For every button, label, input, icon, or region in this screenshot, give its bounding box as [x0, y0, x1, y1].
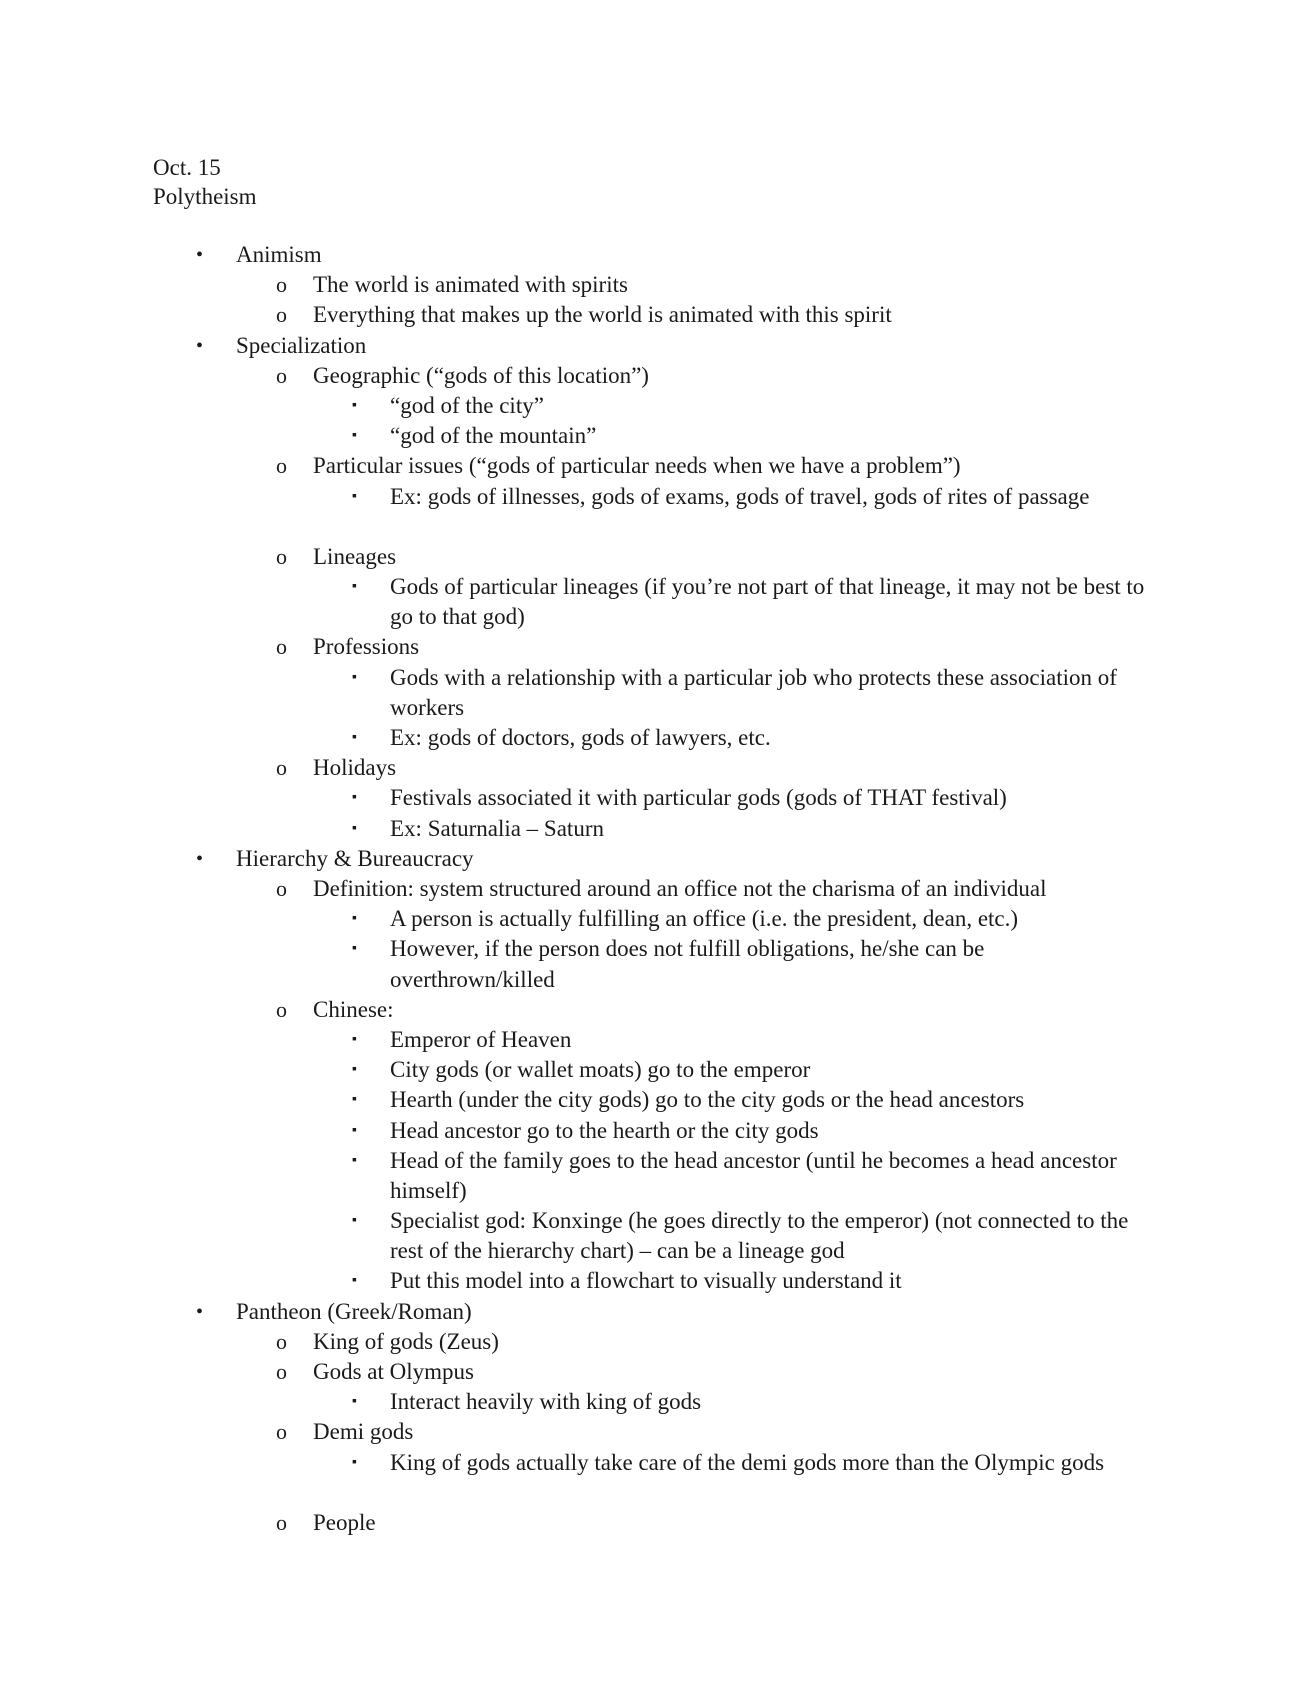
square-marker: ▪ — [352, 1122, 357, 1138]
outline-item — [0, 240, 1306, 270]
outline-text: Specialization — [236, 332, 367, 358]
circle-marker: o — [276, 272, 287, 298]
outline-text: Head of the family goes to the head ancestor (until he becomes a head ancestor himself) — [390, 1147, 1117, 1203]
note-date: Oct. 15 — [153, 155, 221, 180]
square-marker: ▪ — [352, 1454, 357, 1470]
outline-text: Festivals associated it with particular gods (gods of THAT festival) — [390, 785, 1007, 811]
outline-subsubitem — [0, 1085, 1306, 1115]
circle-marker: o — [276, 302, 287, 328]
bullet-marker: • — [196, 334, 204, 357]
bullet-marker: • — [196, 244, 204, 266]
outline-text: “god of the mountain” — [390, 423, 597, 449]
square-marker: ▪ — [352, 730, 357, 746]
square-marker: ▪ — [352, 1273, 357, 1289]
outline-text: Geographic (“gods of this location”) — [313, 362, 649, 388]
outline-text: Hierarchy & Bureaucracy — [236, 845, 474, 871]
outline-text: Lineages — [313, 543, 397, 569]
outline-subsubitem — [0, 1387, 1306, 1417]
outline-subsubitem — [0, 572, 1306, 632]
outline-text: Particular issues (“gods of particular needs when we have a problem”) — [313, 453, 961, 479]
outline-subsubitem — [0, 1266, 1306, 1296]
outline-subitem — [0, 361, 1306, 391]
outline-subitem — [0, 300, 1306, 330]
square-marker: ▪ — [352, 579, 357, 595]
outline-subitem — [0, 995, 1306, 1025]
outline-subsubitem — [0, 391, 1306, 421]
outline-subitem — [0, 451, 1306, 481]
outline-subsubitem — [0, 723, 1306, 753]
outline-text: Ex: gods of illnesses, gods of exams, gods of travel, gods of rites of passage — [390, 483, 1090, 509]
bullet-marker: • — [196, 1300, 204, 1323]
outline-subsubitem — [0, 783, 1306, 813]
outline-text: City gods (or wallet moats) go to the emperor — [390, 1057, 811, 1083]
square-marker: ▪ — [352, 1152, 357, 1168]
outline-text: Chinese: — [313, 996, 394, 1022]
outline-text: Professions — [313, 634, 420, 660]
outline-subitem — [0, 1327, 1306, 1357]
circle-marker: o — [276, 755, 287, 781]
square-marker: ▪ — [352, 911, 357, 927]
outline-text: Definition: system structured around an office not the charisma of an individual — [313, 875, 1047, 901]
outline-subitem — [0, 874, 1306, 904]
circle-marker: o — [276, 1509, 287, 1535]
square-marker: ▪ — [352, 790, 357, 806]
outline-subsubitem — [0, 663, 1306, 723]
outline-subitem — [0, 270, 1306, 300]
outline-subsubitem — [0, 421, 1306, 451]
outline-item — [0, 1297, 1306, 1327]
outline-text: “god of the city” — [390, 392, 544, 418]
outline-text: A person is actually fulfilling an office (i.e. the president, dean, etc.) — [390, 906, 1019, 932]
note-topic: Polytheism — [153, 184, 257, 209]
outline-text: Demi gods — [313, 1419, 414, 1445]
outline-subsubitem — [0, 1055, 1306, 1085]
outline-text: Emperor of Heaven — [390, 1026, 572, 1052]
square-marker: ▪ — [352, 428, 357, 444]
outline-subitem — [0, 1357, 1306, 1387]
circle-marker: o — [276, 453, 287, 479]
outline-text: Holidays — [313, 755, 397, 781]
circle-marker: o — [276, 1419, 287, 1445]
square-marker: ▪ — [352, 669, 357, 685]
circle-marker: o — [276, 362, 287, 388]
outline-text: Gods with a relationship with a particular job who protects these association of workers — [390, 664, 1117, 720]
outline-subitem — [0, 1508, 1306, 1538]
outline-text: However, if the person does not fulfill obligations, he/she can be overthrown/killed — [390, 936, 985, 992]
square-marker: ▪ — [352, 1213, 357, 1229]
outline-text: Ex: gods of doctors, gods of lawyers, etc. — [390, 725, 771, 751]
square-marker: ▪ — [352, 941, 357, 957]
outline-subitem — [0, 753, 1306, 783]
note-header — [153, 153, 257, 211]
outline-subsubitem — [0, 1116, 1306, 1146]
circle-marker: o — [276, 1359, 287, 1385]
outline-text: Everything that makes up the world is animated with this spirit — [313, 302, 892, 328]
outline-subsubitem — [0, 1146, 1306, 1206]
circle-marker: o — [276, 543, 287, 569]
outline-subitem — [0, 632, 1306, 662]
outline-text: Animism — [236, 242, 322, 267]
square-marker: ▪ — [352, 1394, 357, 1410]
outline-item — [0, 844, 1306, 874]
outline-text: Gods at Olympus — [313, 1359, 474, 1385]
outline-text: Ex: Saturnalia – Saturn — [390, 815, 604, 841]
outline-text: Gods of particular lineages (if you’re not part of that lineage, it may not be best to go to that god) — [390, 574, 1145, 630]
square-marker: ▪ — [352, 820, 357, 836]
outline-subitem — [0, 542, 1306, 572]
outline-list — [0, 240, 1306, 1538]
outline-text: King of gods actually take care of the demi gods more than the Olympic gods — [390, 1449, 1105, 1475]
square-marker: ▪ — [352, 488, 357, 504]
outline-subsubitem — [0, 934, 1306, 994]
outline-text: Head ancestor go to the hearth or the city gods — [390, 1117, 819, 1143]
outline-text: Pantheon (Greek/Roman) — [236, 1298, 472, 1324]
outline-item — [0, 331, 1306, 361]
outline-text: Put this model into a flowchart to visually understand it — [390, 1268, 902, 1294]
outline-text: Interact heavily with king of gods — [390, 1389, 702, 1415]
outline-text: Hearth (under the city gods) go to the city gods or the head ancestors — [390, 1087, 1025, 1113]
outline-subsubitem — [0, 1206, 1306, 1266]
outline-text: People — [313, 1509, 376, 1535]
square-marker: ▪ — [352, 1031, 357, 1047]
outline-text: King of gods (Zeus) — [313, 1328, 499, 1354]
circle-marker: o — [276, 634, 287, 660]
outline-text: The world is animated with spirits — [313, 272, 628, 298]
square-marker: ▪ — [352, 1062, 357, 1078]
circle-marker: o — [276, 996, 287, 1022]
outline-subsubitem — [0, 1025, 1306, 1055]
outline-subsubitem — [0, 814, 1306, 844]
bullet-marker: • — [196, 847, 204, 870]
outline-subitem — [0, 1417, 1306, 1447]
outline-subsubitem — [0, 482, 1306, 542]
outline-subsubitem — [0, 1448, 1306, 1508]
outline-text: Specialist god: Konxinge (he goes directly to the emperor) (not connected to the rest of the hierarchy chart) – can be a lineage god — [390, 1208, 1129, 1264]
square-marker: ▪ — [352, 397, 357, 413]
outline-subsubitem — [0, 904, 1306, 934]
circle-marker: o — [276, 875, 287, 901]
circle-marker: o — [276, 1328, 287, 1354]
square-marker: ▪ — [352, 1092, 357, 1108]
